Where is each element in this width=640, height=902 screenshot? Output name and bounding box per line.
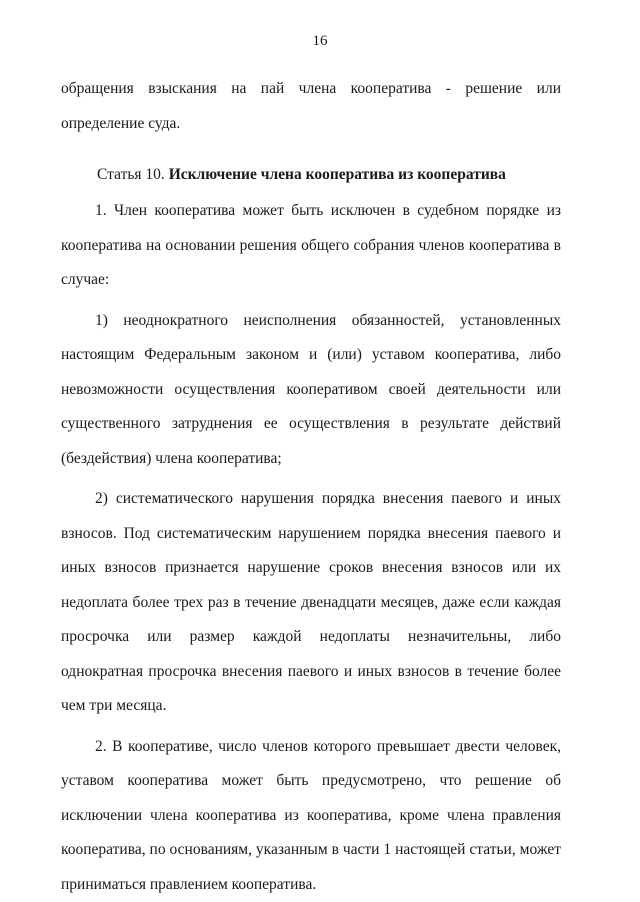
continuation-paragraph — [61, 72, 561, 141]
page-number: 16 — [0, 33, 640, 50]
article-body — [61, 194, 561, 902]
continuation-text: обращения взыскания на пай члена кооператива - решение или определение суда. — [61, 72, 561, 141]
paragraph-1: 1. Член кооператива может быть исключен в судебном порядке из кооператива на основании решения общего собрания членов кооператива в случае: — [61, 194, 561, 298]
article-prefix: Статья 10. — [97, 166, 165, 183]
article-title: Исключение члена кооператива из кооператива — [169, 166, 506, 183]
list-item-1: 1) неоднократного неисполнения обязанностей, установленных настоящим Федеральным законом и (или) уставом кооператива, либо невозможности осуществления кооперативом своей деятельности или существенного затруднения ее осуществления в результате действий (бездействия) члена кооператива; — [61, 304, 561, 477]
paragraph-2: 2. В кооперативе, число членов которого превышает двести человек, уставом кооператива может быть предусмотрено, что решение об исключении члена кооператива из кооператива, кроме члена правления кооператива, по основаниям, указанным в части 1 настоящей статьи, может приниматься правлением кооператива. — [61, 730, 561, 902]
list-item-2: 2) систематического нарушения порядка внесения паевого и иных взносов. Под систематическим нарушением порядка внесения паевого и иных взносов признается нарушение сроков внесения взносов или их недоплата более трех раз в течение двенадцати месяцев, даже если каждая просрочка или размер каждой недоплаты незначительны, либо однократная просрочка внесения паевого и иных взносов в течение более чем три месяца. — [61, 482, 561, 724]
article-heading — [97, 158, 506, 193]
